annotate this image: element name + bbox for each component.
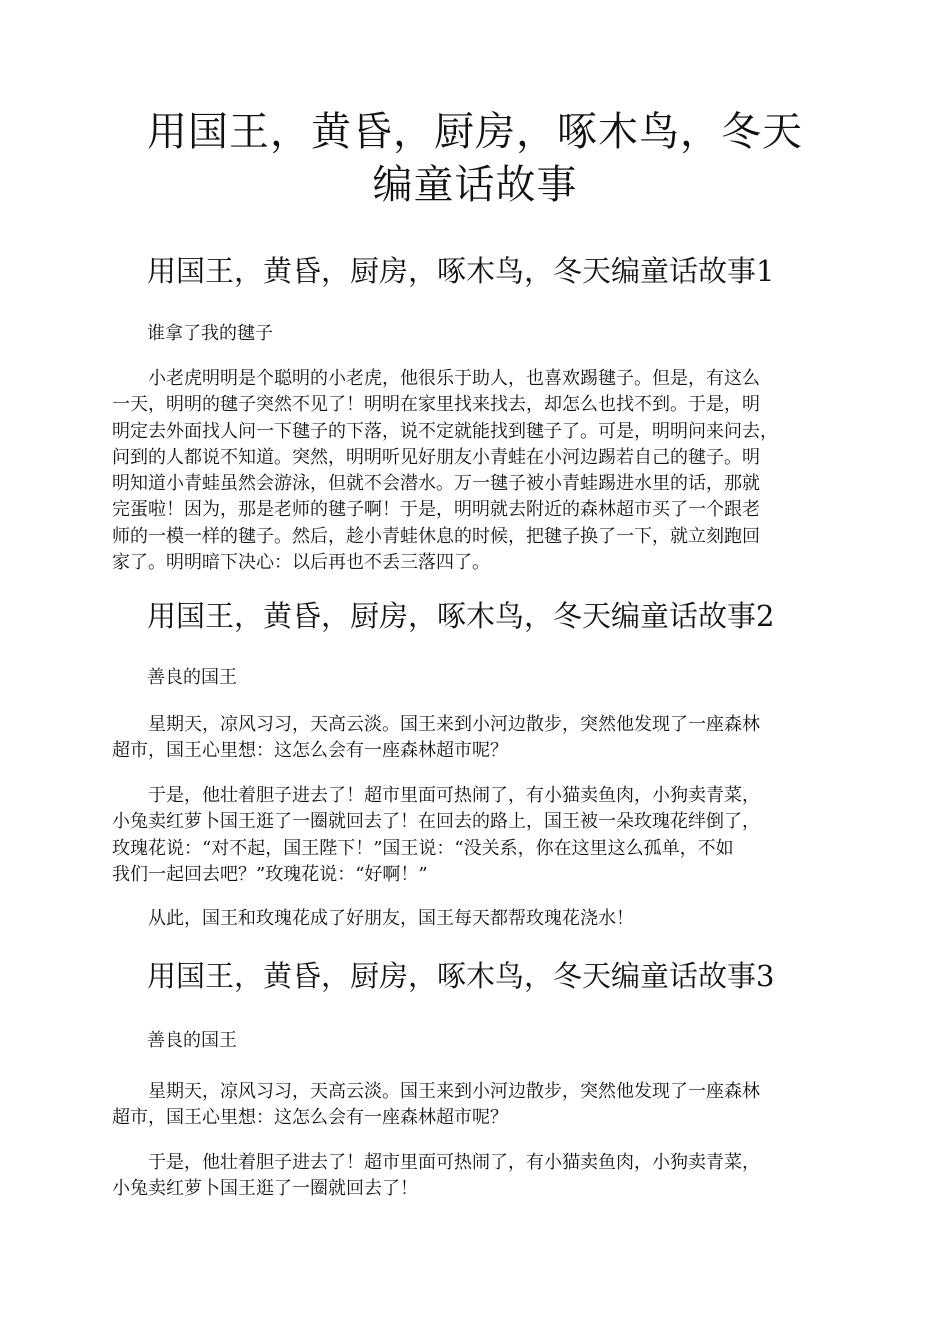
section-1-paragraph-1	[112, 366, 842, 576]
paragraph-line: 完蛋啦！因为，那是老师的毽子啊！于是，明明就去附近的森林超市买了一个跟老	[112, 499, 760, 521]
paragraph-line: 于是，他壮着胆子进去了！超市里面可热闹了，有小猫卖鱼肉，小狗卖青菜，	[112, 785, 760, 806]
section-heading-3: 用国王，黄昏，厨房，啄木鸟，冬天编童话故事3	[147, 959, 775, 993]
section-3-paragraph-2	[112, 1150, 842, 1203]
paragraph-line: 从此，国王和玫瑰花成了好朋友，国王每天都帮玫瑰花浇水！	[112, 908, 634, 929]
paragraph-line: 超市，国王心里想：这怎么会有一座森林超市呢？	[112, 1107, 508, 1129]
paragraph-line: 玫瑰花说：“对不起，国王陛下！”国王说：“没关系，你在这里这么孤单，不如	[112, 837, 734, 859]
section-3-paragraph-1	[112, 1079, 842, 1132]
paragraph-line: 小老虎明明是个聪明的小老虎，他很乐于助人，也喜欢踢毽子。但是，有这么	[112, 368, 760, 389]
paragraph-line: 星期天，凉风习习，天高云淡。国王来到小河边散步，突然他发现了一座森林	[112, 714, 760, 735]
paragraph-line: 明知道小青蛙虽然会游泳，但就不会潜水。万一毽子被小青蛙踢进水里的话，那就	[112, 473, 760, 495]
document-title-line-2: 编童话故事	[372, 162, 578, 208]
paragraph-line: 小兔卖红萝卜国王逛了一圈就回去了！	[112, 1178, 418, 1200]
section-subtitle-1: 谁拿了我的毽子	[147, 323, 273, 344]
paragraph-line: 小兔卖红萝卜国王逛了一圈就回去了！在回去的路上，国王被一朵玫瑰花绊倒了，	[112, 811, 760, 833]
paragraph-line: 一天，明明的毽子突然不见了！明明在家里找来找去，却怎么也找不到。于是，明	[112, 394, 760, 416]
section-heading-1: 用国王，黄昏，厨房，啄木鸟，冬天编童话故事1	[147, 254, 775, 288]
paragraph-line: 家了。明明暗下决心：以后再也不丢三落四了。	[112, 552, 490, 574]
paragraph-line: 师的一模一样的毽子。然后，趁小青蛙休息的时候，把毽子换了一下，就立刻跑回	[112, 525, 760, 547]
paragraph-line: 于是，他壮着胆子进去了！超市里面可热闹了，有小猫卖鱼肉，小狗卖青菜，	[112, 1152, 760, 1173]
document-title-line-1: 用国王，黄昏，厨房，啄木鸟，冬天	[147, 109, 803, 155]
section-heading-2: 用国王，黄昏，厨房，啄木鸟，冬天编童话故事2	[147, 599, 775, 633]
section-2-paragraph-3	[112, 906, 842, 932]
paragraph-line: 明定去外面找人问一下毽子的下落，说不定就能找到毽子了。可是，明明问来问去，	[112, 420, 778, 442]
section-subtitle-3: 善良的国王	[147, 1030, 237, 1051]
section-2-paragraph-2	[112, 783, 842, 888]
paragraph-line: 问到的人都说不知道。突然，明明听见好朋友小青蛙在小河边踢若自己的毽子。明	[112, 446, 760, 468]
section-subtitle-2: 善良的国王	[147, 667, 237, 688]
paragraph-line: 我们一起回去吧？”玫瑰花说：“好啊！”	[112, 863, 428, 885]
section-2-paragraph-1	[112, 712, 842, 765]
paragraph-line: 星期天，凉风习习，天高云淡。国王来到小河边散步，突然他发现了一座森林	[112, 1081, 760, 1102]
paragraph-line: 超市，国王心里想：这怎么会有一座森林超市呢？	[112, 740, 508, 762]
